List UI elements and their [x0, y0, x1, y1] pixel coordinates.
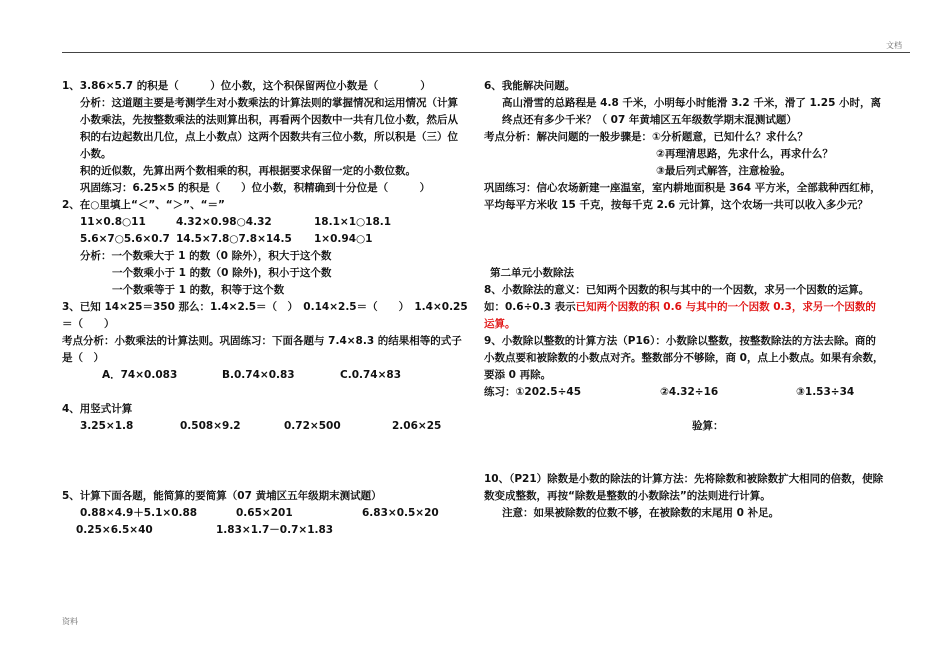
q2-item: 11×0.8○11 [80, 216, 146, 228]
unit-2-title: 第二单元小数除法 [490, 267, 574, 279]
right-column [484, 78, 886, 522]
q5-item: 0.25×6.5×40 [76, 524, 153, 536]
left-column [62, 78, 468, 539]
q4-item: 0.508×9.2 [180, 420, 241, 432]
q3-options [62, 367, 468, 384]
q4-item: 3.25×1.8 [80, 420, 134, 432]
q6-step-2: ②再理清思路，先求什么，再求什么？ [656, 148, 833, 160]
q8-example-prefix: 如：0.6÷0.3 表示 [484, 301, 576, 313]
q3-point: 考点分析：小数乘法的计算法则。巩固练习：下面各题与 7.4×8.3 的结果相等的式子是（ ） [62, 335, 462, 364]
question-4: 4、用竖式计算 [62, 403, 133, 415]
q2-row-1 [62, 214, 468, 231]
question-10: 10、（P21）除数是小数的除法的计算方法：先将除数和被除数扩大相同的倍数，使除数变成整数，再按“除数是整数的小数除法”的法则进行计算。 [484, 473, 884, 502]
q2-analysis-2: 一个数乘小于 1 的数（0 除外)，积小于这个数 [112, 267, 332, 279]
q5-item: 1.83×1.7－0.7×1.83 [216, 524, 334, 536]
q2-item: 14.5×7.8○7.8×14.5 [176, 233, 292, 245]
q5-item: 0.65×201 [236, 507, 293, 519]
q5-item: 0.88×4.9＋5.1×0.88 [80, 507, 198, 519]
question-5: 5、计算下面各题，能简算的要简算（07 黄埔区五年级期末测试题） [62, 490, 382, 502]
q2-item: 1×0.94○1 [314, 233, 373, 245]
q2-row-2 [62, 231, 468, 248]
q5-row-1 [62, 505, 468, 522]
q4-items [62, 418, 468, 435]
q2-analysis-3: 一个数乘等于 1 的数，积等于这个数 [112, 284, 285, 296]
q6-step-3: ③最后列式解答，注意检验。 [656, 165, 791, 177]
q5-item: 6.83×0.5×20 [362, 507, 439, 519]
q5-row-2 [62, 522, 468, 539]
q1-practice: 巩固练习：6.25×5 的积是（ ）位小数，积精确到十分位是（ ） [80, 182, 431, 194]
q9-practice-item: ③1.53÷34 [796, 386, 855, 398]
q8-example [484, 299, 886, 333]
question-9: 9、小数除以整数的计算方法（P16）：小数除以整数，按整数除法的方法去除。商的小数点要和被除数的小数点对齐。整数部分不够除，商 0，点上小数点。如果有余数，要添 0 再除。 [484, 335, 884, 381]
q8-example-highlight: 已知两个因数的积 0.6 与其中的一个因数 0.3，求另一个因数的运算。 [484, 301, 876, 330]
q10-note: 注意：如果被除数的位数不够，在被除数的末尾用 0 补足。 [502, 507, 780, 519]
q4-item: 2.06×25 [392, 420, 442, 432]
footer-label: 资料 [62, 617, 78, 626]
header-divider [62, 52, 910, 53]
q6-text: 高山滑雪的总路程是 4.8 千米，小明每小时能滑 3.2 千米，滑了 1.25 小时，离终点还有多少千米？（ 07 年黄埔区五年级数学期末混测试题） [502, 97, 882, 126]
q2-item: 4.32×0.98○4.32 [176, 216, 272, 228]
q1-note: 积的近似数，先算出两个数相乘的积，再根据要求保留一定的小数位数。 [80, 165, 416, 177]
q2-item: 18.1×1○18.1 [314, 216, 392, 228]
q3-option: B.0.74×0.83 [222, 369, 295, 381]
question-2: 2、在○里填上“＜”、“＞”、“＝” [62, 199, 225, 211]
q9-practice-item: ②4.32÷16 [660, 386, 719, 398]
q9-practice-item: 练习：①202.5÷45 [484, 386, 582, 398]
question-3: 3、已知 14×25＝350 那么：1.4×2.5＝（ ） 0.14×2.5＝（ ） 1.4×0.25＝（ ） [62, 301, 468, 330]
q4-item: 0.72×500 [284, 420, 341, 432]
question-1: 1、3.86×5.7 的积是（ ）位小数，这个积保留两位小数是（ ） [62, 80, 431, 92]
check-label: 验算： [692, 420, 724, 432]
q3-option: A．74×0.083 [102, 369, 178, 381]
q6-practice: 巩固练习：信心农场新建一座温室，室内耕地面积是 364 平方米，全部栽种西红柿，平均每平方米收 15 千克，按每千克 2.6 元计算，这个农场一共可以收入多少元？ [484, 182, 881, 211]
q9-practice [484, 384, 886, 401]
question-8: 8、小数除法的意义：已知两个因数的积与其中的一个因数，求另一个因数的运算。 [484, 284, 870, 296]
q6-point: 考点分析：解决问题的一般步骤是：①分析题意，已知什么？求什么？ [484, 131, 808, 143]
q3-option: C.0.74×83 [340, 369, 402, 381]
q1-analysis: 分析：这道题主要是考测学生对小数乘法的计算法则的掌握情况和运用情况（计算小数乘法，先按整数乘法的法则算出积，再看两个因数中一共有几位小数，然后从积的右边起数出几位，点上小数点）这两个因数共有三位小数，所以积是（三）位小数。 [80, 97, 458, 160]
question-6: 6、我能解决问题。 [484, 80, 576, 92]
header-label: 文档 [886, 41, 902, 50]
q2-analysis-1: 分析：一个数乘大于 1 的数（0 除外），积大于这个数 [80, 250, 332, 262]
q2-item: 5.6×7○5.6×0.7 [80, 233, 170, 245]
